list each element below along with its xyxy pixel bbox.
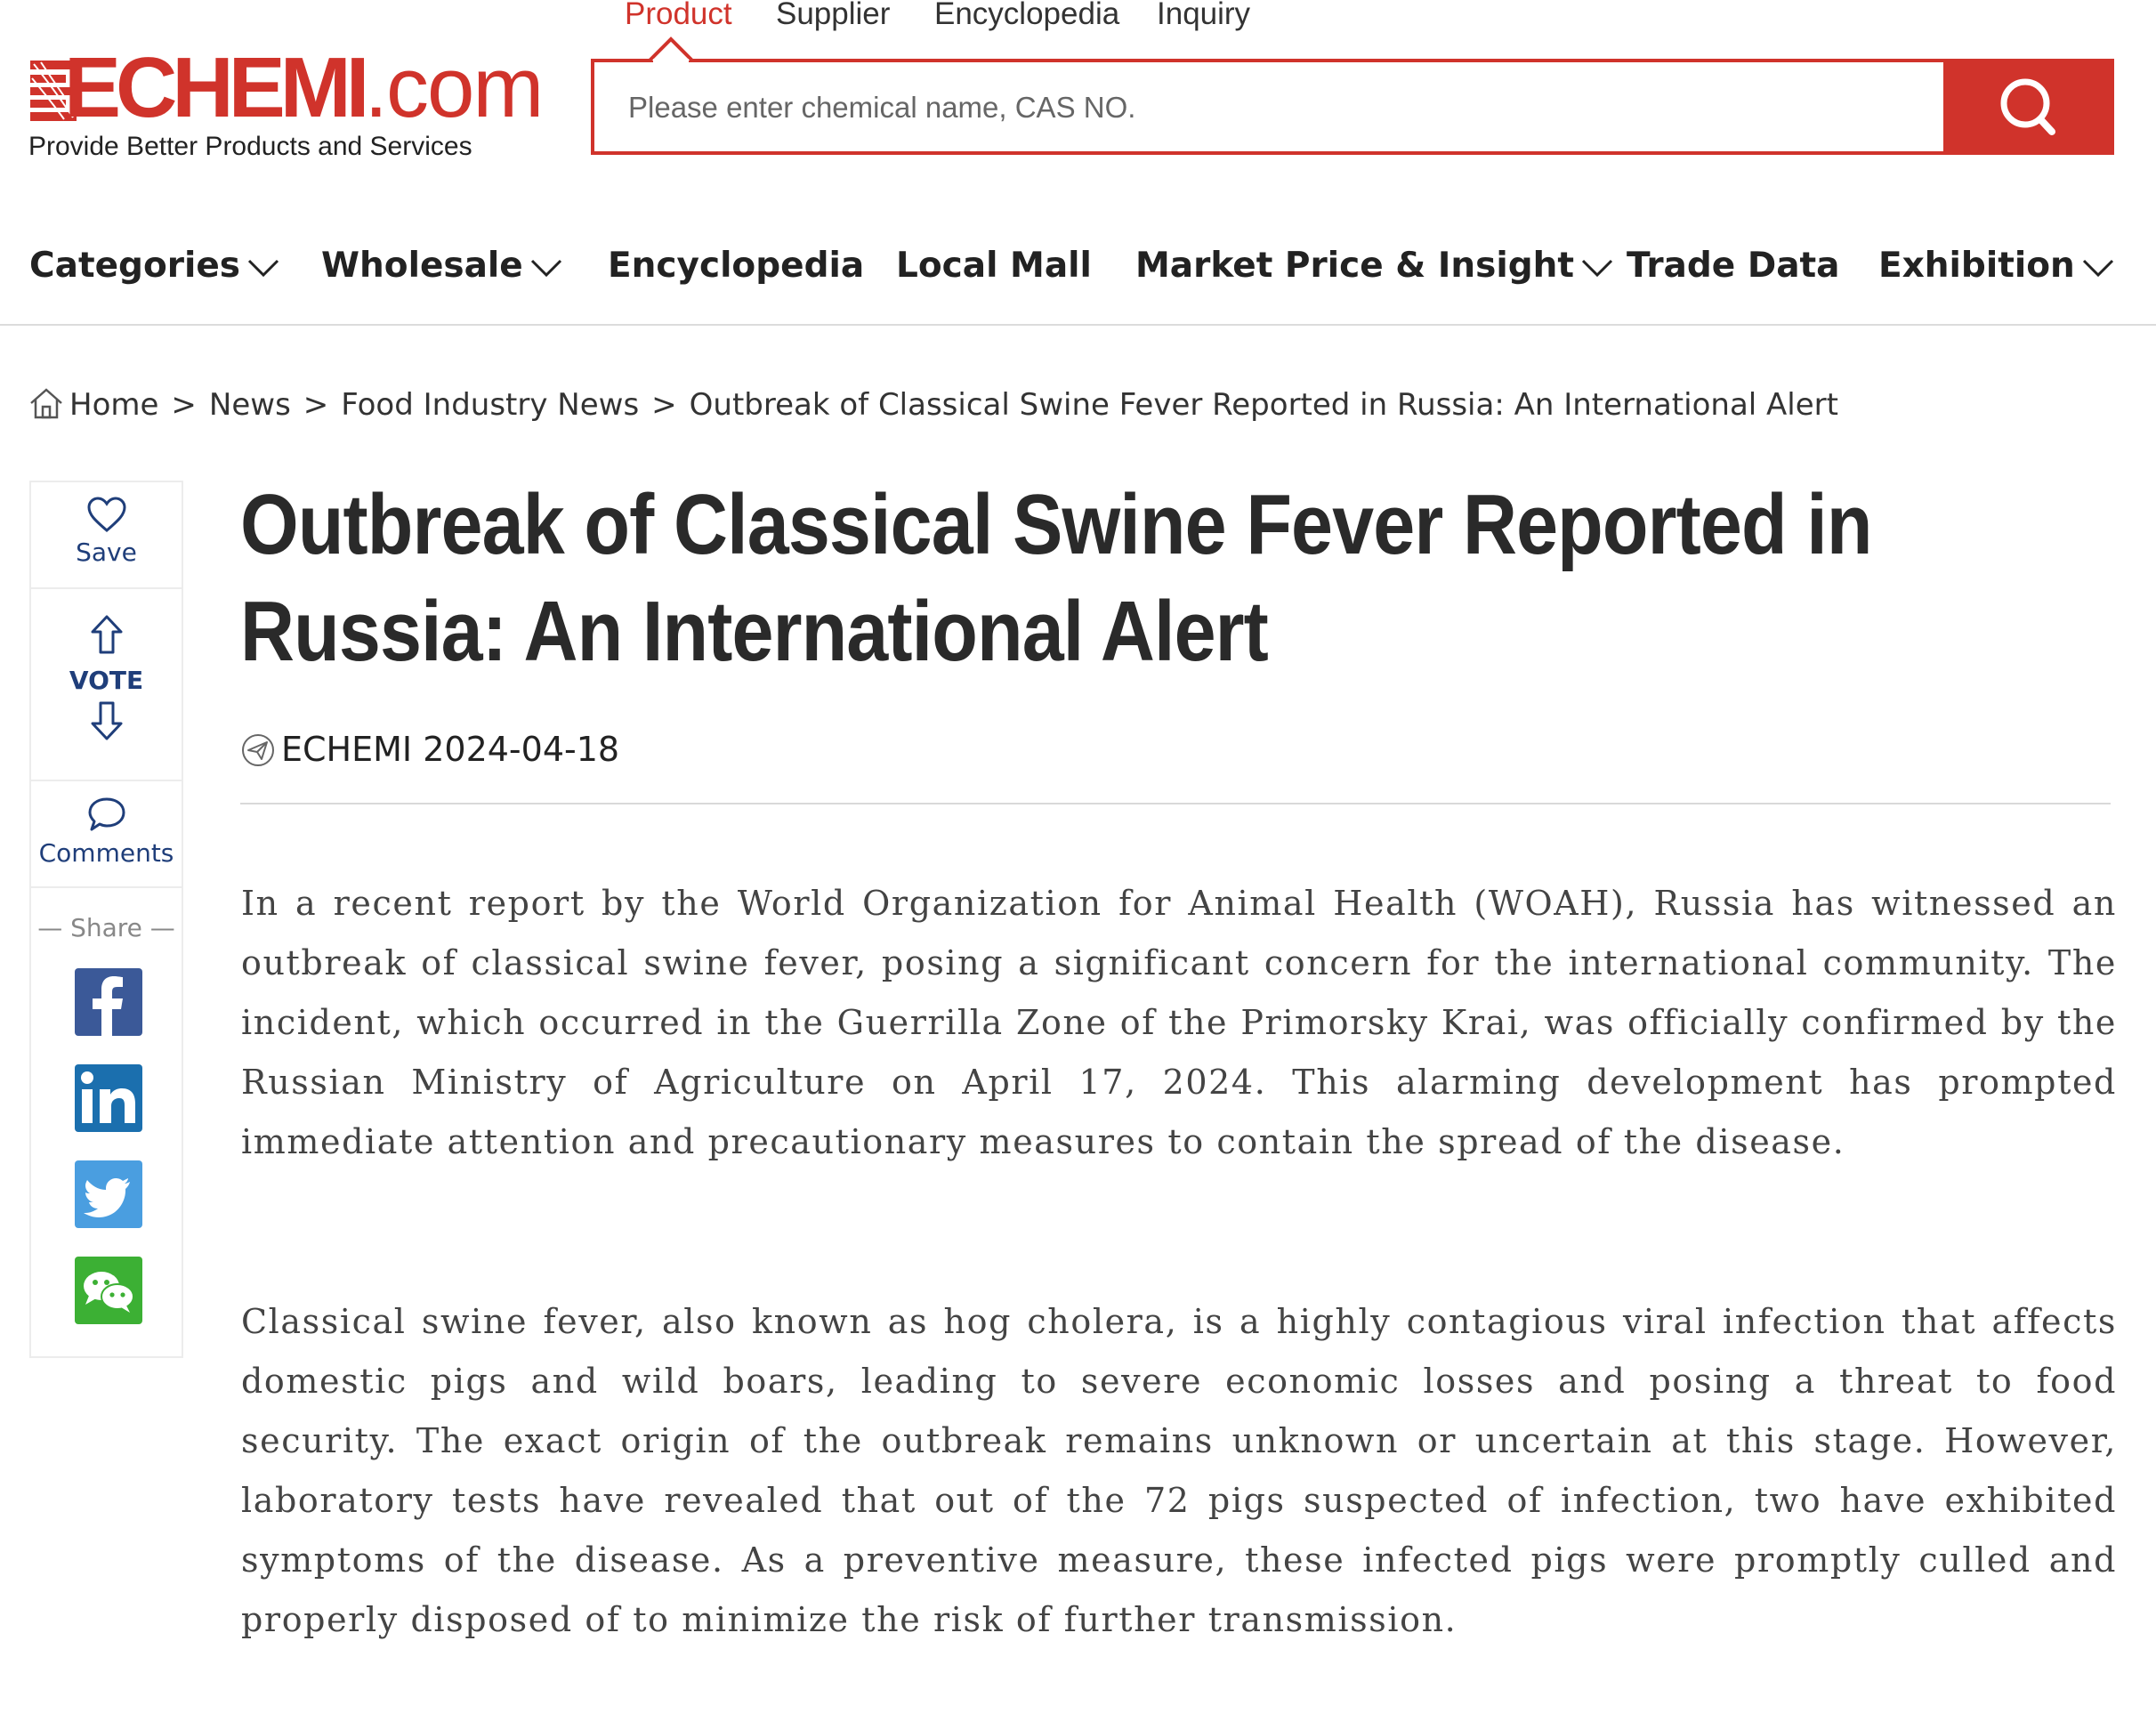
linkedin-icon bbox=[75, 1064, 142, 1132]
nav-market-price-insight[interactable]: Market Price & Insight bbox=[1135, 246, 1615, 286]
nav-exhibition[interactable]: Exhibition bbox=[1878, 246, 2116, 286]
wechat-share-button[interactable] bbox=[75, 1257, 142, 1324]
save-label: Save bbox=[76, 538, 137, 567]
title-divider bbox=[240, 803, 2111, 804]
breadcrumb-food-industry-news[interactable]: Food Industry News bbox=[341, 387, 640, 423]
nav-encyclopedia[interactable]: Encyclopedia bbox=[608, 246, 865, 286]
nav-categories[interactable]: Categories bbox=[29, 246, 281, 286]
linkedin-share-button[interactable] bbox=[75, 1064, 142, 1132]
article-meta bbox=[240, 730, 619, 769]
vote-section bbox=[31, 614, 182, 745]
facebook-icon bbox=[75, 968, 142, 1036]
side-divider bbox=[31, 780, 182, 781]
comments-button[interactable] bbox=[31, 796, 182, 868]
article-title-line-1: Outbreak of Classical Swine Fever Reported in bbox=[240, 477, 1872, 572]
home-icon[interactable] bbox=[28, 386, 64, 420]
article-paragraph-2: Classical swine fever, also known as hog cholera, is a highly contagious viral infection that affects domestic pigs and wild boars, leading to severe economic losses and posing a threat to food security. The exact origin of the outbreak remains unknown or uncertain at this stage. However, laboratory tests have revealed that out of the 72 pigs suspected of infection, two have exhibited symptoms of the disease. As a preventive measure, these infected pigs were promptly culled and properly disposed of to minimize the risk of further transmission. bbox=[241, 1302, 2117, 1639]
search-icon bbox=[1943, 59, 2114, 155]
breadcrumb-home[interactable]: Home bbox=[69, 387, 159, 423]
breadcrumb-current: Outbreak of Classical Swine Fever Reported in Russia: An International Alert bbox=[689, 387, 1838, 423]
search-tab-encyclopedia[interactable]: Encyclopedia bbox=[934, 0, 1120, 31]
send-icon bbox=[240, 732, 276, 768]
chevron-down-icon bbox=[1579, 255, 1615, 280]
twitter-icon bbox=[75, 1160, 142, 1228]
article-date: 2024-04-18 bbox=[423, 730, 620, 769]
search-tab-inquiry[interactable]: Inquiry bbox=[1157, 0, 1251, 31]
nav-wholesale[interactable]: Wholesale bbox=[321, 246, 564, 286]
article-source[interactable]: ECHEMI bbox=[281, 730, 413, 769]
chevron-down-icon bbox=[2080, 255, 2116, 280]
twitter-share-button[interactable] bbox=[75, 1160, 142, 1228]
save-button[interactable] bbox=[31, 495, 182, 567]
search-box bbox=[591, 59, 2114, 155]
comment-icon bbox=[86, 796, 127, 835]
share-heading: — Share — bbox=[37, 913, 175, 942]
breadcrumb-separator: > bbox=[651, 387, 677, 423]
search-tab-product[interactable]: Product bbox=[625, 0, 732, 31]
article-title bbox=[240, 472, 2136, 685]
site-logo[interactable] bbox=[28, 40, 543, 167]
breadcrumb-separator: > bbox=[303, 387, 329, 423]
breadcrumb-separator: > bbox=[171, 387, 197, 423]
wechat-icon bbox=[75, 1257, 142, 1324]
chevron-down-icon bbox=[529, 255, 564, 280]
article-paragraph-1: In a recent report by the World Organization for Animal Health (WOAH), Russia has witnessed an outbreak of classical swine fever, posing a significant concern for the international community. The incident, which occurred in the Guerrilla Zone of the Primorsky Krai, was officially confirmed by the Russian Ministry of Agriculture on April 17, 2024. This alarming development has prompted immediate attention and precautionary measures to contain the spread of the disease. bbox=[241, 884, 2117, 1161]
article-action-bar bbox=[29, 481, 183, 1358]
nav-divider bbox=[0, 324, 2156, 326]
chevron-down-icon bbox=[246, 255, 281, 280]
vote-label: VOTE bbox=[69, 666, 144, 695]
side-divider bbox=[31, 886, 182, 888]
nav-local-mall[interactable]: Local Mall bbox=[896, 246, 1092, 286]
breadcrumb-news[interactable]: News bbox=[208, 387, 291, 423]
heart-icon bbox=[85, 495, 128, 534]
facebook-share-button[interactable] bbox=[75, 968, 142, 1036]
vote-up-icon[interactable] bbox=[89, 614, 125, 655]
logo-tagline: Provide Better Products and Services bbox=[28, 132, 472, 161]
active-tab-notch bbox=[648, 36, 701, 62]
search-button[interactable] bbox=[1943, 59, 2114, 155]
breadcrumb bbox=[28, 386, 1838, 423]
nav-trade-data[interactable]: Trade Data bbox=[1627, 246, 1840, 286]
comments-label: Comments bbox=[38, 838, 174, 868]
search-tab-supplier[interactable]: Supplier bbox=[776, 0, 891, 31]
vote-down-icon[interactable] bbox=[89, 700, 125, 741]
side-divider bbox=[31, 587, 182, 589]
search-input[interactable] bbox=[626, 80, 1894, 135]
logo-wordmark: ECHEMI.com bbox=[64, 40, 543, 135]
article-title-line-2: Russia: An International Alert bbox=[240, 584, 1268, 679]
